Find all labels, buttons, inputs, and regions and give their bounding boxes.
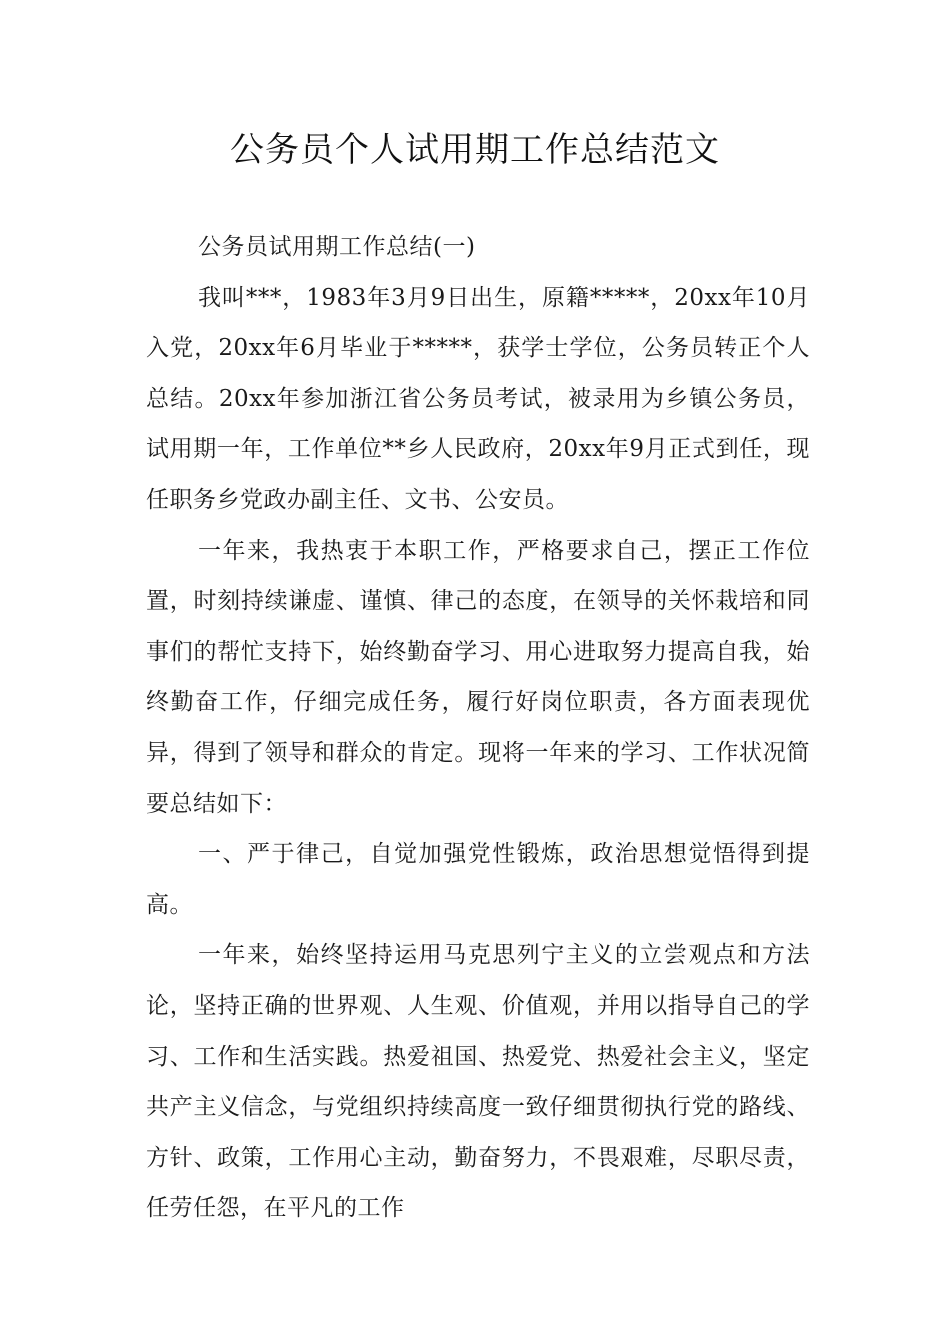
paragraph-overview: 一年来，我热衷于本职工作，严格要求自己，摆正工作位置，时刻持续谦虚、谨慎、律己的态度，在领导的关怀栽培和同事们的帮忙支持下，始终勤奋学习、用心进取努力提高自我，始终勤奋工作，仔细完成任务，履行好岗位职责，各方面表现优异，得到了领导和群众的肯定。现将一年来的学习、工作状况简要总结如下： bbox=[146, 537, 810, 817]
paragraph-section-one-body: 一年来，始终坚持运用马克思列宁主义的立尝观点和方法论，坚持正确的世界观、人生观、价值观，并用以指导自己的学习、工作和生活实践。热爱祖国、热爱党、热爱社会主义，坚定共产主义信念，与党组织持续高度一致仔细贯彻执行党的路线、方针、政策，工作用心主动，勤奋努力，不畏艰难，尽职尽责，任劳任怨，在平凡的工作 bbox=[146, 942, 810, 1222]
document-body bbox=[146, 222, 810, 1234]
paragraph-section-one-heading: 一、严于律己，自觉加强党性锻炼，政治思想觉悟得到提高。 bbox=[146, 841, 810, 918]
section-subheading: 公务员试用期工作总结(一) bbox=[198, 234, 476, 260]
document-title: 公务员个人试用期工作总结范文 bbox=[230, 130, 720, 170]
paragraph-intro: 我叫***，1983年3月9日出生，原籍*****，20xx年10月入党，20xx年6月毕业于*****，获学士学位，公务员转正个人总结。20xx年参加浙江省公务员考试，被录用为乡镇公务员，试用期一年，工作单位**乡人民政府，20xx年9月正式到任，现任职务乡党政办副主任、文书、公安员。 bbox=[146, 284, 810, 513]
